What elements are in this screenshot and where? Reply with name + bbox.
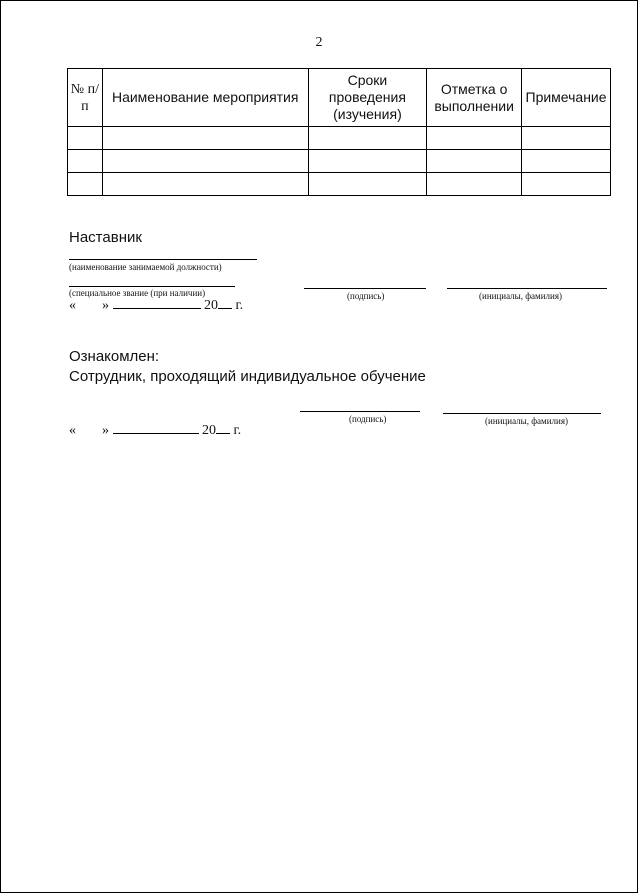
employee-initials-line <box>443 413 601 414</box>
table-cell <box>102 127 308 150</box>
table-cell <box>102 173 308 196</box>
date-open-quote: « <box>69 423 76 438</box>
table-cell <box>427 173 522 196</box>
table-cell <box>522 127 611 150</box>
mentor-signature-line <box>304 288 426 289</box>
mentor-signature-label: (подпись) <box>347 291 385 301</box>
position-label: (наименование занимаемой должности) <box>69 262 222 272</box>
year-prefix: 20 <box>204 298 218 313</box>
employee-date <box>69 423 241 439</box>
header-number: № п/п <box>68 69 103 127</box>
acquainted-subtitle: Сотрудник, проходящий индивидуальное обучение <box>69 368 426 385</box>
acquainted-title: Ознакомлен: <box>69 348 160 365</box>
header-note: Примечание <box>522 69 611 127</box>
rank-label: (специальное звание (при наличии) <box>69 288 206 298</box>
table-cell <box>427 127 522 150</box>
date-close-quote: » <box>102 423 109 438</box>
year-suffix: г. <box>235 298 244 313</box>
header-activity-name: Наименование мероприятия <box>102 69 308 127</box>
table-row <box>68 173 611 196</box>
table-row <box>68 127 611 150</box>
position-line <box>69 259 257 260</box>
month-blank <box>113 433 199 434</box>
page-number: 2 <box>315 35 323 50</box>
employee-signature-line <box>300 411 420 412</box>
mentor-initials-label: (инициалы, фамилия) <box>479 291 562 301</box>
employee-initials-label: (инициалы, фамилия) <box>485 416 568 426</box>
plan-table <box>67 68 611 196</box>
header-terms: Сроки проведения (изучения) <box>308 69 427 127</box>
mentor-date <box>69 298 243 314</box>
table-cell <box>522 173 611 196</box>
table-header-row <box>68 69 611 127</box>
mentor-initials-line <box>447 288 607 289</box>
rank-line <box>69 286 235 287</box>
date-open-quote: « <box>69 298 76 313</box>
table-cell <box>308 173 427 196</box>
year-blank <box>216 433 230 434</box>
table-row <box>68 150 611 173</box>
mentor-title: Наставник <box>69 229 142 246</box>
date-close-quote: » <box>102 298 109 313</box>
table-cell <box>68 150 103 173</box>
employee-signature-label: (подпись) <box>349 414 387 424</box>
table-cell <box>308 150 427 173</box>
year-blank <box>218 308 232 309</box>
table-cell <box>68 127 103 150</box>
table-cell <box>427 150 522 173</box>
header-completion-mark: Отметка о выполнении <box>427 69 522 127</box>
table-cell <box>522 150 611 173</box>
year-suffix: г. <box>233 423 242 438</box>
year-prefix: 20 <box>202 423 216 438</box>
table-cell <box>102 150 308 173</box>
table-cell <box>68 173 103 196</box>
table-cell <box>308 127 427 150</box>
month-blank <box>113 308 201 309</box>
